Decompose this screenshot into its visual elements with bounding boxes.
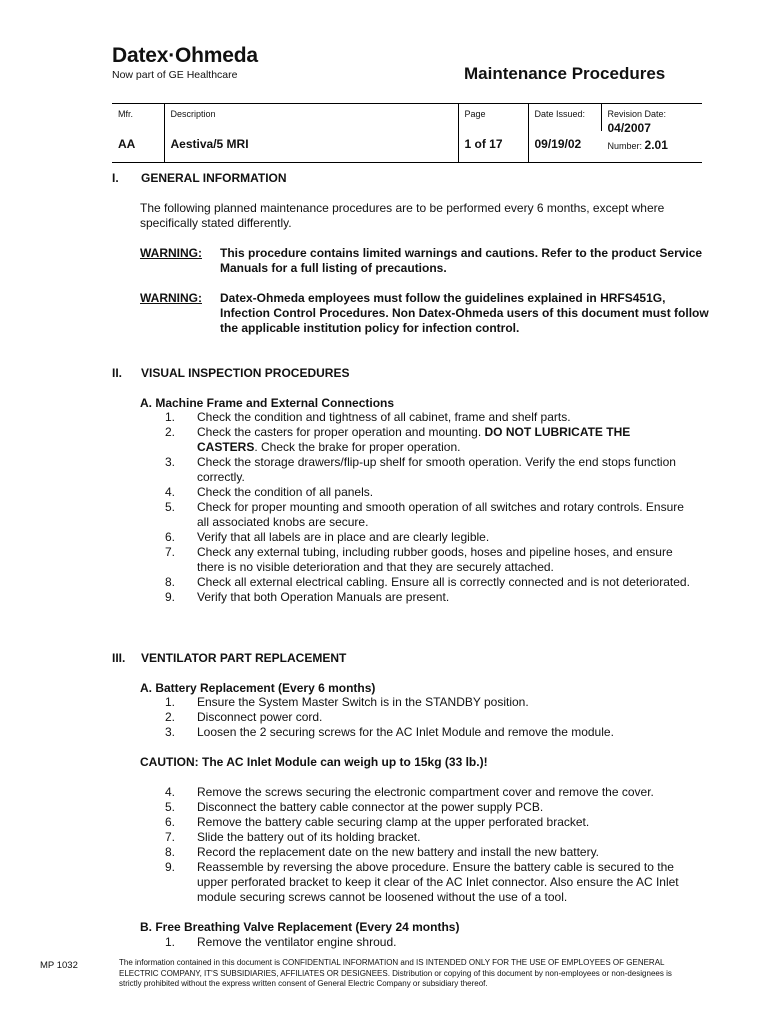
- description-label: Description: [164, 104, 458, 132]
- date-issued-label: Date Issued:: [528, 104, 601, 132]
- list-item: 9. Reassemble by reversing the above procedure. Ensure the battery cable is secured to the upper perforated bracket to keep it clear of the AC Inlet connector. Also ensure the AC Inlet module securing screws cannot be loosened without the use of a tool.: [165, 860, 679, 904]
- caution-text: CAUTION: The AC Inlet Module can weigh up to 15kg (33 lb.)!: [140, 755, 488, 769]
- list-item: 8. Check all external electrical cabling. Ensure all is correctly connected and is not deteriorated.: [165, 575, 690, 589]
- page-value: 1 of 17: [458, 131, 528, 163]
- section-2-subsection-a: A. Machine Frame and External Connections: [140, 396, 395, 410]
- section-3-subsection-b: B. Free Breathing Valve Replacement (Every 24 months): [140, 920, 460, 934]
- list-item: 7. Check any external tubing, including rubber goods, hoses and pipeline hoses, and ensure there is no visible deterioration and that they are securely attached.: [165, 545, 673, 574]
- list-item: 3. Loosen the 2 securing screws for the AC Inlet Module and remove the module.: [165, 725, 614, 739]
- revision-cell: [601, 104, 702, 163]
- list-item: 9. Verify that both Operation Manuals are present.: [165, 590, 450, 604]
- list-item: 1. Ensure the System Master Switch is in the STANDBY position.: [165, 695, 529, 709]
- revision-date-value: 04/2007: [607, 121, 651, 135]
- list-item: 4. Check the condition of all panels.: [165, 485, 374, 499]
- list-item: 3. Check the storage drawers/flip-up shelf for smooth operation. Verify the end stops function correctly.: [165, 455, 676, 484]
- list-item: 7. Slide the battery out of its holding bracket.: [165, 830, 421, 844]
- section-1-title: GENERAL INFORMATION: [141, 171, 287, 185]
- page-label: Page: [458, 104, 528, 132]
- footer-confidentiality-notice: The information contained in this document is CONFIDENTIAL INFORMATION and IS INTENDED ONLY FOR THE USE OF EMPLOYEES OF GENERAL ELECTRIC COMPANY, IT'S SUBSIDIARIES, AFFILIATES OR DESIGNEES. Distribution or copying of this document by non-employees or non-designees is strictly prohibited without the express written consent of General Electric Company or subsidiary thereof.: [119, 958, 672, 988]
- section-3-title: VENTILATOR PART REPLACEMENT: [141, 651, 347, 665]
- section-1-intro: The following planned maintenance procedures are to be performed every 6 months, except where specifically stated differently.: [140, 201, 665, 230]
- list-item: 1. Remove the ventilator engine shroud.: [165, 935, 397, 949]
- list-item: 5. Disconnect the battery cable connector at the power supply PCB.: [165, 800, 544, 814]
- battery-steps-list-1: [165, 695, 690, 740]
- list-item: 6. Remove the battery cable securing clamp at the upper perforated bracket.: [165, 815, 590, 829]
- list-item: 8. Record the replacement date on the new battery and install the new battery.: [165, 845, 600, 859]
- section-2-title: VISUAL INSPECTION PROCEDURES: [141, 366, 350, 380]
- description-value: Aestiva/5 MRI: [164, 131, 458, 163]
- warning-2-label: WARNING:: [140, 291, 202, 305]
- brand-tagline: Now part of GE Healthcare: [112, 69, 238, 81]
- section-1-numeral: I.: [112, 171, 119, 185]
- list-item: 1. Check the condition and tightness of all cabinet, frame and shelf parts.: [165, 410, 571, 424]
- brand-logo-text: Datex·Ohmeda: [112, 44, 258, 67]
- document-info-table: [112, 103, 702, 163]
- footer-document-number: MP 1032: [40, 960, 78, 971]
- warning-1-label: WARNING:: [140, 246, 202, 260]
- number-value: 2.01: [644, 138, 668, 152]
- visual-inspection-list: [165, 410, 690, 605]
- list-item: 2. Disconnect power cord.: [165, 710, 323, 724]
- document-title: Maintenance Procedures: [464, 64, 666, 83]
- free-breathing-valve-steps-list: [165, 935, 690, 950]
- section-2-numeral: II.: [112, 366, 123, 380]
- list-item: 6. Verify that all labels are in place and are clearly legible.: [165, 530, 490, 544]
- section-3-numeral: III.: [112, 651, 126, 665]
- date-issued-value: 09/19/02: [528, 131, 601, 163]
- mfr-label: Mfr.: [112, 104, 164, 132]
- warning-1-text: This procedure contains limited warnings and cautions. Refer to the product Service Manuals for a full listing of precautions.: [220, 246, 703, 275]
- number-label: Number:: [607, 141, 643, 151]
- battery-steps-list-2: [165, 785, 690, 905]
- list-item: 2. Check the casters for proper operation and mounting. DO NOT LUBRICATE THE CASTERS. Check the brake for proper operation.: [165, 425, 631, 454]
- revision-date-label: Revision Date:: [607, 109, 667, 119]
- warning-2-text: Datex-Ohmeda employees must follow the guidelines explained in HRFS451G, Infection Control Procedures. Non Datex-Ohmeda users of this document must follow the applicable institution policy for infection control.: [220, 291, 709, 335]
- mfr-value: AA: [112, 131, 164, 163]
- section-3-subsection-a: A. Battery Replacement (Every 6 months): [140, 681, 376, 695]
- list-item: 4. Remove the screws securing the electronic compartment cover and remove the cover.: [165, 785, 654, 799]
- list-item: 5. Check for proper mounting and smooth operation of all switches and rotary controls. Ensure all associated knobs are secure.: [165, 500, 684, 529]
